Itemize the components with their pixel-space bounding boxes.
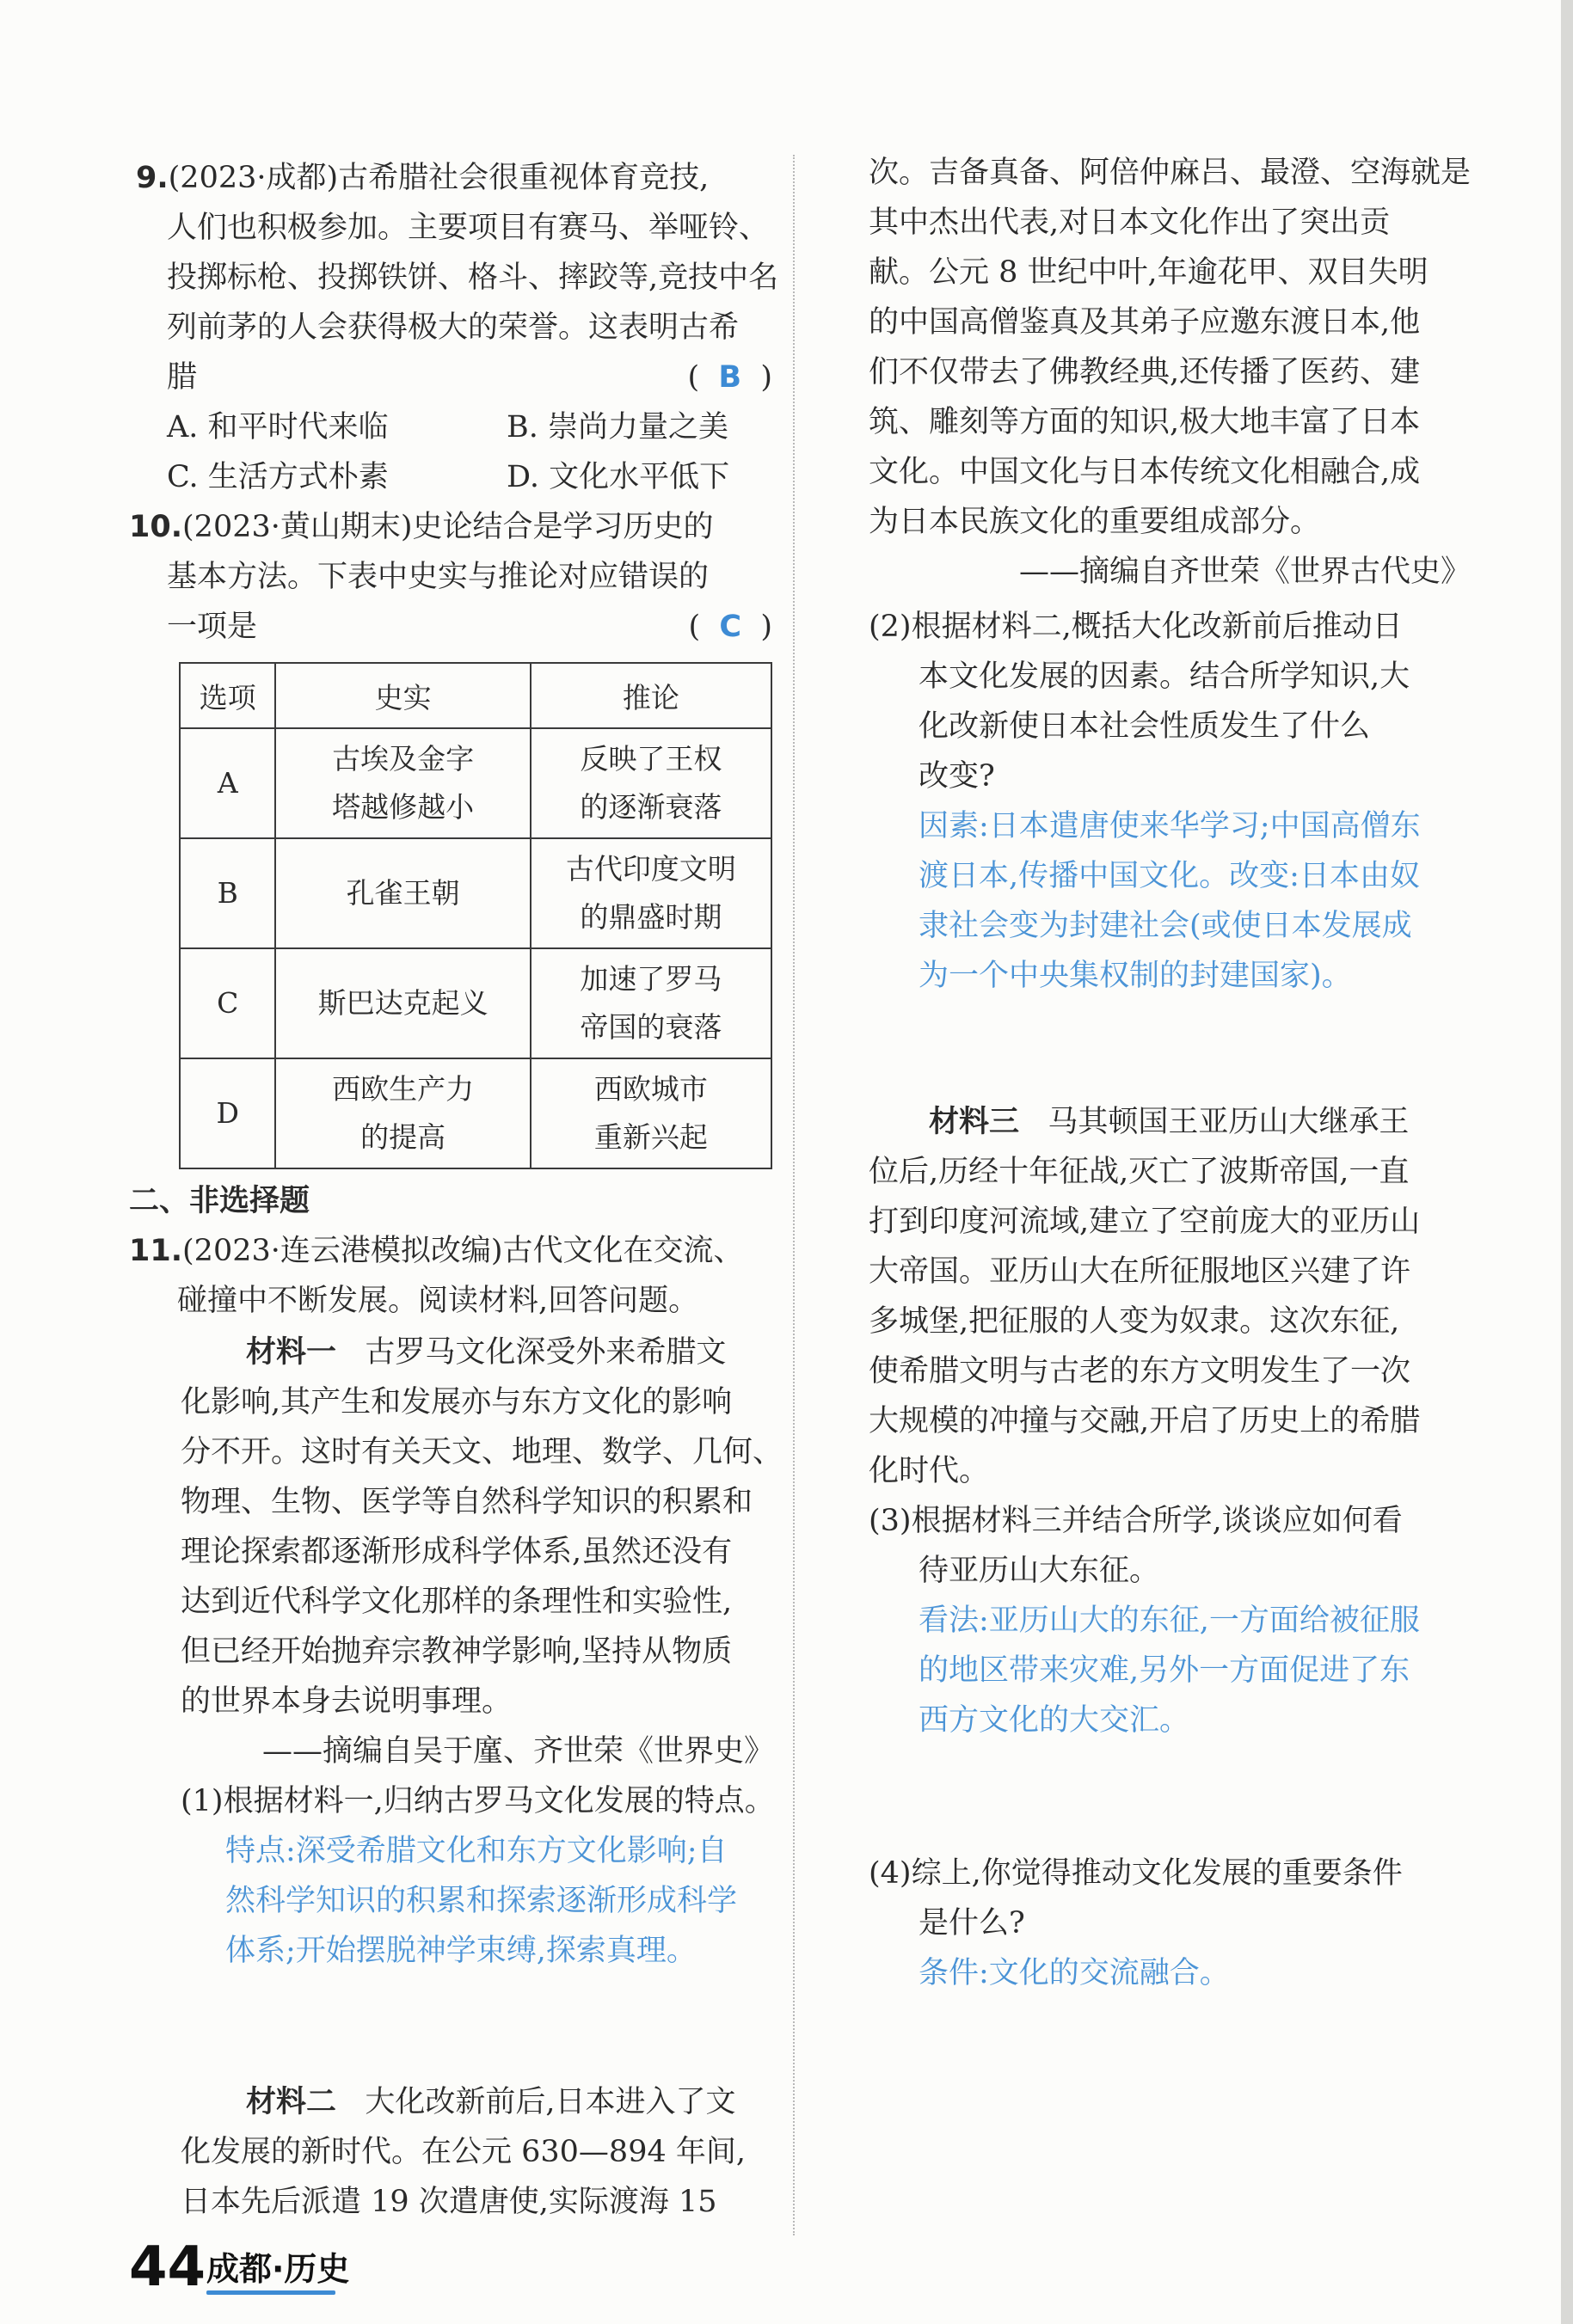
material-text: 的中国高僧鉴真及其弟子应邀东渡日本,他 (869, 305, 1421, 340)
table-header: 史实 (275, 663, 530, 728)
answer-choice: C (719, 610, 742, 644)
material-text: 打到印度河流域,建立了空前庞大的亚历山 (869, 1205, 1421, 1239)
table-header-row (180, 663, 771, 728)
material-label: 材料二 (246, 2085, 337, 2119)
sub-question-text: (2)根据材料二,概括大化改新前后推动日 (869, 610, 1403, 644)
answer-text: 看法:亚历山大的东征,一方面给被征服 (919, 1603, 1420, 1638)
table-row (180, 838, 771, 948)
table-cell-option: C (180, 948, 275, 1058)
sub-question-text: 化改新使日本社会性质发生了什么 (919, 709, 1371, 744)
answer-text: 因素:日本遣唐使来华学习;中国高僧东 (919, 809, 1421, 843)
answer-text: 为一个中央集权制的封建国家)。 (919, 959, 1352, 993)
material-text: 为日本民族文化的重要组成部分。 (869, 505, 1321, 539)
answer-text: 特点:深受希腊文化和东方文化影响;自 (225, 1834, 728, 1868)
material-text: 次。吉备真备、阿倍仲麻吕、最澄、空海就是 (869, 156, 1472, 190)
answer-text: 然科学知识的积累和探索逐渐形成科学 (225, 1884, 738, 1918)
footer-accent-bar (206, 2290, 335, 2295)
sub-question-1 (181, 1776, 783, 1976)
material-text: 但已经开始抛弃宗教神学影响,坚持从物质 (181, 1634, 733, 1669)
material-text: 古罗马文化深受外来希腊文 (365, 1335, 727, 1370)
material-text: 们不仅带去了佛教经典,还传播了医药、建 (869, 355, 1421, 389)
sub-question-text: 本文化发展的因素。结合所学知识,大 (919, 659, 1410, 694)
sub-question-text: 是什么? (919, 1906, 1025, 1941)
page-edge (1561, 0, 1573, 2324)
material-2-continued (869, 148, 1471, 597)
table-header: 推论 (531, 663, 771, 728)
table-row (180, 728, 771, 838)
answer-bracket: ( B ) (687, 360, 772, 395)
material-source: ——摘编自齐世荣《世界古代史》 (1018, 555, 1471, 589)
material-text: 大规模的冲撞与交融,开启了历史上的希腊 (869, 1404, 1421, 1438)
material-text: 日本先后派遣 19 次遣唐使,实际渡海 15 (181, 2185, 717, 2219)
question-text: 投掷标枪、投掷铁饼、格斗、摔跤等,竞技中名 (167, 261, 779, 295)
sub-question-text: 改变? (919, 759, 995, 794)
page-number: 44 (129, 2235, 206, 2299)
question-text: 碰撞中不断发展。阅读材料,回答问题。 (177, 1284, 699, 1318)
answer-text: 隶社会变为封建社会(或使日本发展成 (919, 909, 1412, 943)
table-cell-inference: 反映了王权 的逐渐衰落 (531, 728, 771, 838)
question-text: 基本方法。下表中史实与推论对应错误的 (167, 560, 710, 594)
material-text: 多城堡,把征服的人变为奴隶。这次东征, (869, 1304, 1400, 1339)
material-text: 的世界本身去说明事理。 (181, 1684, 513, 1719)
question-text: 一项是 (167, 610, 258, 644)
material-text: 理论探索都逐渐形成科学体系,虽然还没有 (181, 1535, 733, 1569)
option-a: A. 和平时代来临 (167, 410, 389, 445)
table-cell-option: D (180, 1058, 275, 1168)
answer-text: 体系;开始摆脱神学束缚,探索真理。 (225, 1934, 697, 1968)
question-text: 人们也积极参加。主要项目有赛马、举哑铃、 (167, 211, 770, 245)
material-text: 位后,历经十年征战,灭亡了波斯帝国,一直 (869, 1155, 1410, 1189)
answer-text: 的地区带来灾难,另外一方面促进了东 (919, 1653, 1410, 1688)
sub-question-text: (1)根据材料一,归纳古罗马文化发展的特点。 (181, 1784, 775, 1818)
material-text: 分不开。这时有关天文、地理、数学、几何、 (181, 1435, 783, 1469)
material-text: 大化改新前后,日本进入了文 (365, 2085, 736, 2119)
table-row (180, 948, 771, 1058)
question-text: (2023·连云港模拟改编)古代文化在交流、 (182, 1234, 744, 1268)
answer-bracket: ( C ) (688, 610, 772, 644)
question-10 (129, 502, 772, 652)
material-text: 物理、生物、医学等自然科学知识的积累和 (181, 1485, 753, 1519)
question-9 (136, 153, 779, 502)
material-text: 筑、雕刻等方面的知识,极大地丰富了日本 (869, 405, 1421, 439)
material-label: 材料三 (929, 1105, 1020, 1139)
answer-choice: B (718, 360, 742, 395)
material-text: 马其顿国王亚历山大继承王 (1048, 1105, 1410, 1139)
sub-question-text: (3)根据材料三并结合所学,谈谈应如何看 (869, 1504, 1403, 1538)
option-c: C. 生活方式朴素 (167, 460, 389, 494)
material-text: 其中杰出代表,对日本文化作出了突出贡 (869, 205, 1391, 240)
option-b: B. 崇尚力量之美 (507, 410, 728, 445)
sub-question-2 (869, 602, 1471, 1001)
answer-text: 西方文化的大交汇。 (919, 1703, 1190, 1738)
material-text: 献。公元 8 世纪中叶,年逾花甲、双目失明 (869, 255, 1429, 290)
question-text: 腊 (167, 360, 198, 395)
question-number: 9. (136, 161, 169, 195)
table-row (180, 1058, 771, 1168)
section-heading: 二、非选择题 (129, 1184, 310, 1218)
material-label: 材料一 (246, 1335, 337, 1370)
column-divider (793, 155, 795, 2235)
sub-question-text: (4)综上,你觉得推动文化发展的重要条件 (869, 1856, 1403, 1891)
material-text: 化发展的新时代。在公元 630—894 年间, (181, 2135, 746, 2169)
material-1 (181, 1328, 783, 1776)
table-cell-option: B (180, 838, 275, 948)
table-header: 选项 (180, 663, 275, 728)
material-source: ——摘编自吴于廑、齐世荣《世界史》 (261, 1734, 774, 1769)
material-text: 大帝国。亚历山大在所征服地区兴建了许 (869, 1254, 1411, 1289)
table-cell-fact: 孔雀王朝 (275, 838, 530, 948)
table-cell-inference: 西欧城市 重新兴起 (531, 1058, 771, 1168)
table-cell-inference: 古代印度文明 的鼎盛时期 (531, 838, 771, 948)
option-d: D. 文化水平低下 (507, 460, 730, 494)
material-2 (181, 2077, 774, 2227)
question-number: 10. (129, 510, 183, 544)
table-cell-option: A (180, 728, 275, 838)
table-cell-fact: 斯巴达克起义 (275, 948, 530, 1058)
book-title: 成都·历史 (206, 2250, 350, 2288)
sub-question-4 (869, 1849, 1471, 1998)
table-cell-inference: 加速了罗马 帝国的衰落 (531, 948, 771, 1058)
sub-question-3 (869, 1496, 1471, 1745)
material-text: 使希腊文明与古老的东方文明发生了一次 (869, 1354, 1411, 1389)
answer-text: 条件:文化的交流融合。 (919, 1956, 1230, 1990)
history-table (179, 662, 772, 1169)
material-3 (869, 1097, 1471, 1496)
question-number: 11. (129, 1234, 183, 1268)
question-text: (2023·成都)古希腊社会很重视体育竞技, (168, 161, 710, 195)
material-text: 达到近代科学文化那样的条理性和实验性, (181, 1585, 733, 1619)
material-text: 文化。中国文化与日本传统文化相融合,成 (869, 455, 1421, 489)
question-text: (2023·黄山期末)史论结合是学习历史的 (182, 510, 714, 544)
answer-text: 渡日本,传播中国文化。改变:日本由奴 (919, 859, 1420, 893)
table-cell-fact: 古埃及金字 塔越修越小 (275, 728, 530, 838)
table-cell-fact: 西欧生产力 的提高 (275, 1058, 530, 1168)
material-text: 化影响,其产生和发展亦与东方文化的影响 (181, 1385, 733, 1420)
question-11 (129, 1226, 772, 1326)
question-text: 列前茅的人会获得极大的荣誉。这表明古希 (167, 310, 740, 345)
material-text: 化时代。 (869, 1454, 990, 1488)
sub-question-text: 待亚历山大东征。 (919, 1554, 1160, 1588)
